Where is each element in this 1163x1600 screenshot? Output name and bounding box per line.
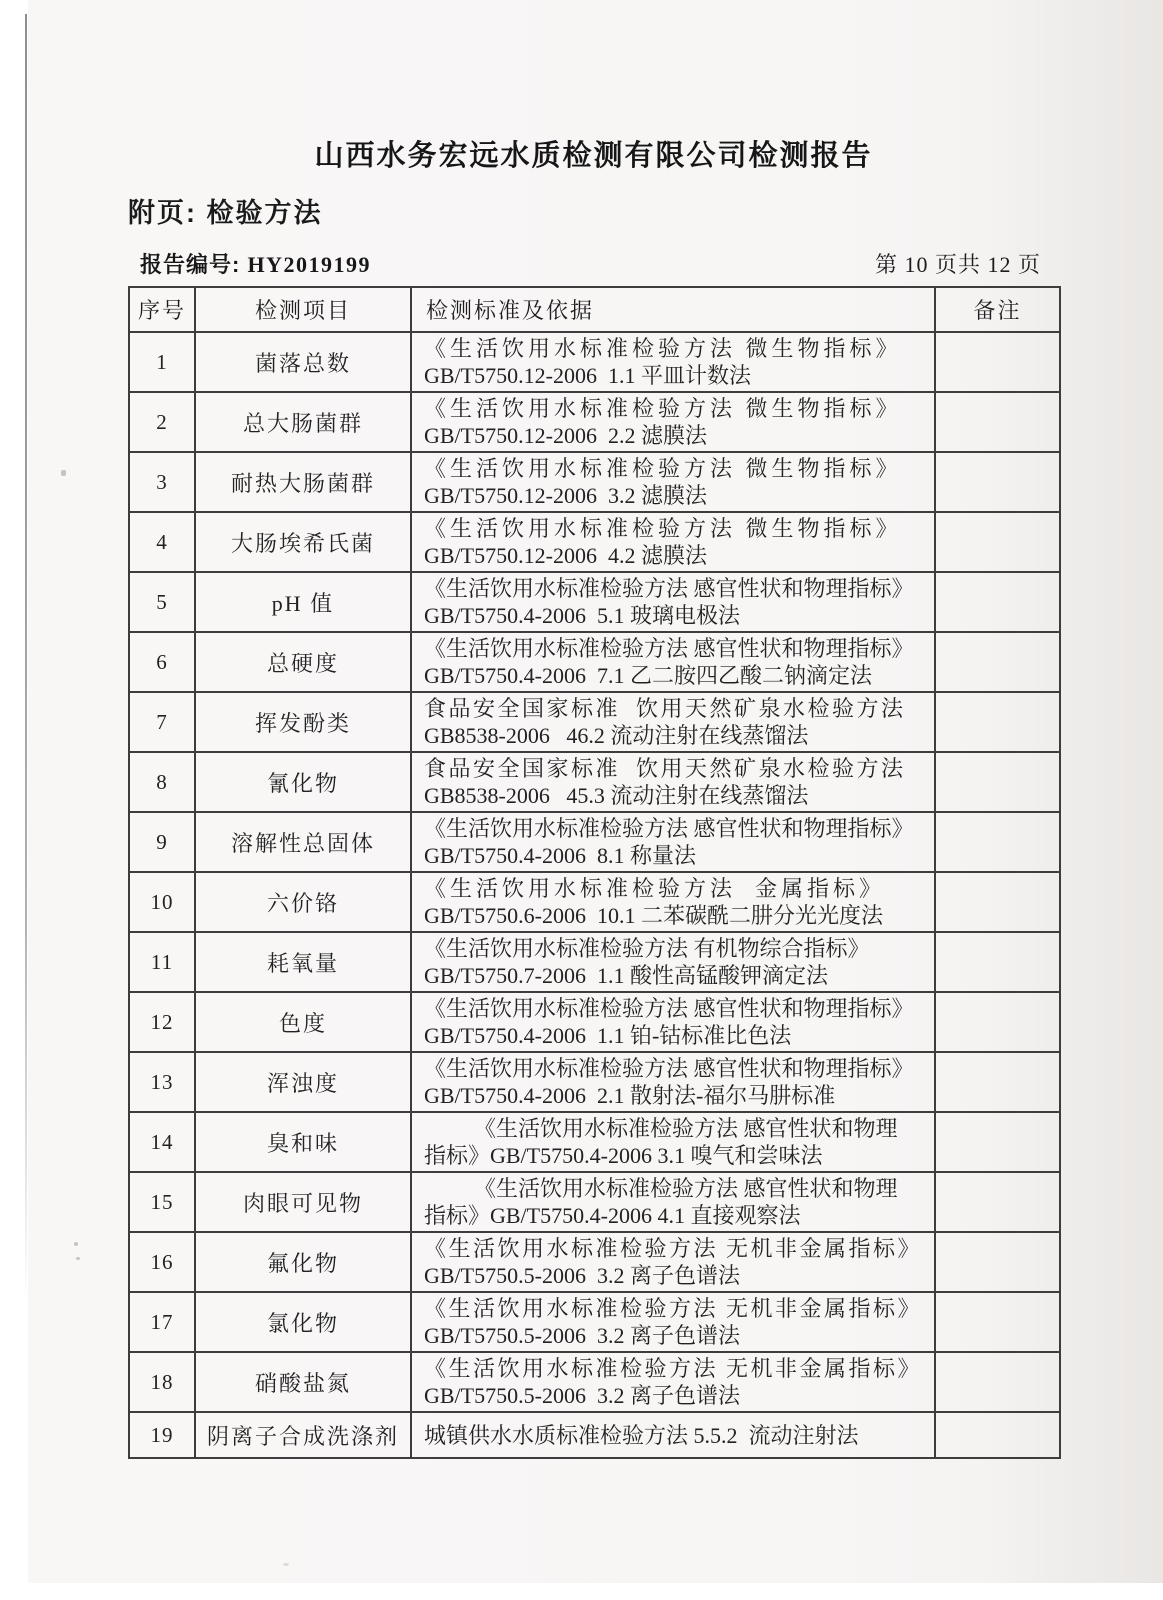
test-item-cell: 阴离子合成洗涤剂 (195, 1412, 411, 1458)
table-row (129, 1232, 1060, 1292)
remark-cell (935, 632, 1060, 692)
standard-text-line: 《生活饮用水标准检验方法 感官性状和物理指标》 (424, 576, 914, 601)
standard-cell (411, 332, 935, 392)
table-row (129, 692, 1060, 752)
scan-edge-line (25, 14, 27, 1304)
row-number-cell: 9 (129, 812, 195, 872)
remark-cell (935, 1052, 1060, 1112)
table-row (129, 392, 1060, 452)
standard-text-line: 指标》GB/T5750.4-2006 3.1 嗅气和尝味法 (424, 1143, 823, 1168)
table-row (129, 812, 1060, 872)
remark-cell (935, 932, 1060, 992)
table-header-row (129, 287, 1060, 332)
test-item-cell: 臭和味 (195, 1112, 411, 1172)
remark-cell (935, 512, 1060, 572)
table-row (129, 572, 1060, 632)
test-item-cell: 肉眼可见物 (195, 1172, 411, 1232)
standard-cell (411, 452, 935, 512)
row-number-cell: 10 (129, 872, 195, 932)
row-number-cell: 19 (129, 1412, 195, 1458)
row-number-cell: 11 (129, 932, 195, 992)
standard-text-line: 《生活饮用水标准检验方法 微生物指标》 (424, 396, 902, 421)
standard-cell (411, 1352, 935, 1412)
row-number-cell: 2 (129, 392, 195, 452)
test-item-cell: 总大肠菌群 (195, 392, 411, 452)
table-row (129, 1052, 1060, 1112)
test-item-cell: 耗氧量 (195, 932, 411, 992)
remark-cell (935, 812, 1060, 872)
remark-cell (935, 752, 1060, 812)
standard-cell (411, 992, 935, 1052)
table-row (129, 452, 1060, 512)
table-row (129, 872, 1060, 932)
test-item-cell: 氯化物 (195, 1292, 411, 1352)
remark-cell (935, 872, 1060, 932)
row-number-cell: 6 (129, 632, 195, 692)
standard-cell (411, 692, 935, 752)
standard-text-line: GB/T5750.4-2006 1.1 铂-钴标准比色法 (424, 1023, 792, 1048)
standard-text-line: 《生活饮用水标准检验方法 感官性状和物理指标》 (424, 996, 914, 1021)
report-number (128, 248, 371, 279)
standard-text-line: GB/T5750.12-2006 3.2 滤膜法 (424, 483, 707, 508)
remark-cell (935, 452, 1060, 512)
row-number-cell: 7 (129, 692, 195, 752)
standard-text-line: GB/T5750.7-2006 1.1 酸性高锰酸钾滴定法 (424, 963, 828, 988)
test-methods-table (128, 286, 1061, 1459)
remark-cell (935, 992, 1060, 1052)
row-number-cell: 3 (129, 452, 195, 512)
test-item-cell: 大肠埃希氏菌 (195, 512, 411, 572)
remark-cell (935, 1352, 1060, 1412)
standard-cell (411, 632, 935, 692)
remark-cell (935, 1112, 1060, 1172)
row-number-cell: 16 (129, 1232, 195, 1292)
report-number-label: 报告编号: (140, 252, 248, 277)
row-number-cell: 15 (129, 1172, 195, 1232)
standard-text-line: 指标》GB/T5750.4-2006 4.1 直接观察法 (424, 1203, 801, 1228)
row-number-cell: 17 (129, 1292, 195, 1352)
test-item-cell: 耐热大肠菌群 (195, 452, 411, 512)
standard-cell (411, 512, 935, 572)
table-row (129, 932, 1060, 992)
remark-cell (935, 332, 1060, 392)
table-row (129, 992, 1060, 1052)
standard-text-line: 《生活饮用水标准检验方法 感官性状和物理 (474, 1116, 898, 1141)
standard-text-line: GB8538-2006 45.3 流动注射在线蒸馏法 (424, 783, 809, 808)
standard-text-line: 《生活饮用水标准检验方法 无机非金属指标》 (424, 1356, 923, 1381)
row-number-cell: 5 (129, 572, 195, 632)
remark-cell (935, 1172, 1060, 1232)
standard-text-line: 《生活饮用水标准检验方法 微生物指标》 (424, 456, 902, 481)
standard-cell (411, 1412, 935, 1458)
standard-text-line: 《生活饮用水标准检验方法 金属指标》 (424, 876, 886, 901)
test-item-cell: 六价铬 (195, 872, 411, 932)
standard-text-line: 《生活饮用水标准检验方法 微生物指标》 (424, 336, 902, 361)
table-row (129, 1292, 1060, 1352)
report-number-value: HY2019199 (247, 252, 371, 277)
standard-text-line: GB/T5750.6-2006 10.1 二苯碳酰二肼分光光度法 (424, 903, 883, 928)
row-number-cell: 18 (129, 1352, 195, 1412)
appendix-subtitle: 附页: 检验方法 (128, 198, 323, 228)
remark-cell (935, 1412, 1060, 1458)
standard-text-line: 《生活饮用水标准检验方法 有机物综合指标》 (424, 936, 870, 961)
standard-cell (411, 1232, 935, 1292)
table-row (129, 1412, 1060, 1458)
standard-cell (411, 392, 935, 452)
table-row (129, 332, 1060, 392)
standard-text-line: 《生活饮用水标准检验方法 微生物指标》 (424, 516, 902, 541)
test-item-cell: 菌落总数 (195, 332, 411, 392)
standard-text-line: 食品安全国家标准 饮用天然矿泉水检验方法 (424, 696, 906, 721)
standard-text-line: GB/T5750.4-2006 8.1 称量法 (424, 843, 696, 868)
standard-cell (411, 752, 935, 812)
standard-text-line: GB/T5750.12-2006 1.1 平皿计数法 (424, 363, 751, 388)
standard-text-line: GB/T5750.4-2006 2.1 散射法-福尔马肼标准 (424, 1083, 836, 1108)
standard-cell (411, 872, 935, 932)
standard-text-line: GB/T5750.4-2006 7.1 乙二胺四乙酸二钠滴定法 (424, 663, 872, 688)
standard-text-line: GB/T5750.5-2006 3.2 离子色谱法 (424, 1323, 740, 1348)
scan-bottom-edge (0, 1583, 1163, 1600)
row-number-cell: 13 (129, 1052, 195, 1112)
standard-cell (411, 1292, 935, 1352)
standard-cell (411, 1052, 935, 1112)
table-row (129, 1352, 1060, 1412)
col-header-item: 检测项目 (195, 287, 411, 332)
col-header-remark: 备注 (935, 287, 1060, 332)
page-indicator: 第 10 页共 12 页 (874, 252, 1041, 277)
test-item-cell: 总硬度 (195, 632, 411, 692)
standard-text-line: 《生活饮用水标准检验方法 感官性状和物理 (474, 1176, 898, 1201)
standard-text-line: 《生活饮用水标准检验方法 感官性状和物理指标》 (424, 636, 914, 661)
row-number-cell: 8 (129, 752, 195, 812)
row-number-cell: 1 (129, 332, 195, 392)
standard-text-line: GB/T5750.12-2006 2.2 滤膜法 (424, 423, 707, 448)
standard-text-line: 《生活饮用水标准检验方法 无机非金属指标》 (424, 1296, 923, 1321)
standard-text-line: GB/T5750.4-2006 5.1 玻璃电极法 (424, 603, 740, 628)
test-item-cell: 溶解性总固体 (195, 812, 411, 872)
scan-speck (74, 1242, 78, 1246)
standard-cell (411, 812, 935, 872)
standard-text-line: 《生活饮用水标准检验方法 感官性状和物理指标》 (424, 1056, 914, 1081)
scan-speck (61, 470, 66, 476)
row-number-cell: 14 (129, 1112, 195, 1172)
standard-text-line: 城镇供水水质标准检验方法 5.5.2 流动注射法 (424, 1422, 859, 1448)
standard-cell (411, 932, 935, 992)
col-header-standard: 检测标准及依据 (411, 287, 935, 332)
standard-cell (411, 572, 935, 632)
remark-cell (935, 1292, 1060, 1352)
remark-cell (935, 692, 1060, 752)
test-item-cell: 氰化物 (195, 752, 411, 812)
table-row (129, 752, 1060, 812)
test-item-cell: 硝酸盐氮 (195, 1352, 411, 1412)
row-number-cell: 12 (129, 992, 195, 1052)
remark-cell (935, 1232, 1060, 1292)
test-item-cell: 氟化物 (195, 1232, 411, 1292)
table-row (129, 1112, 1060, 1172)
remark-cell (935, 572, 1060, 632)
table-row (129, 632, 1060, 692)
report-title: 山西水务宏远水质检测有限公司检测报告 (314, 140, 873, 172)
remark-cell (935, 392, 1060, 452)
standard-cell (411, 1112, 935, 1172)
standard-text-line: 《生活饮用水标准检验方法 感官性状和物理指标》 (424, 816, 914, 841)
standard-text-line: GB8538-2006 46.2 流动注射在线蒸馏法 (424, 723, 809, 748)
standard-text-line: 食品安全国家标准 饮用天然矿泉水检验方法 (424, 756, 906, 781)
standard-text-line: 《生活饮用水标准检验方法 无机非金属指标》 (424, 1236, 923, 1261)
meta-row (128, 248, 1059, 279)
table-row (129, 512, 1060, 572)
test-item-cell: 色度 (195, 992, 411, 1052)
standard-text-line: GB/T5750.12-2006 4.2 滤膜法 (424, 543, 707, 568)
test-item-cell: 浑浊度 (195, 1052, 411, 1112)
standard-text-line: GB/T5750.5-2006 3.2 离子色谱法 (424, 1383, 740, 1408)
test-item-cell: 挥发酚类 (195, 692, 411, 752)
scan-speck (283, 1563, 289, 1566)
row-number-cell: 4 (129, 512, 195, 572)
standard-cell (411, 1172, 935, 1232)
standard-text-line: GB/T5750.5-2006 3.2 离子色谱法 (424, 1263, 740, 1288)
table-row (129, 1172, 1060, 1232)
col-header-no: 序号 (129, 287, 195, 332)
test-item-cell: pH 值 (195, 572, 411, 632)
scan-speck (76, 1257, 80, 1260)
